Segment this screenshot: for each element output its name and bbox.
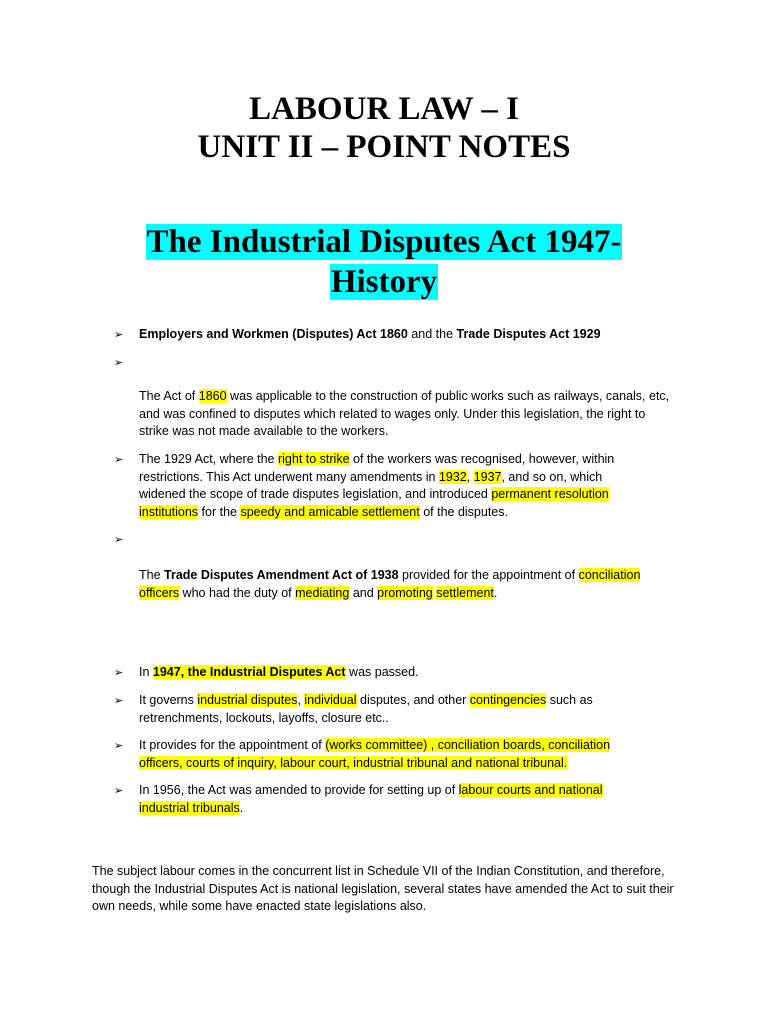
section-heading — [0, 222, 768, 302]
arrow-bullet-icon: ➢ — [114, 356, 124, 369]
list-item: ➢ The 1929 Act, where the right to strike of the workers was recognised, however, within restrictions. This Act underwent many amendments in 1932, 1937, and so on, which widened the scope of trade disputes legislation, and introduced permanent resolution institutions for the speedy and amicable settlement of the disputes. — [114, 452, 615, 519]
footer-paragraph: The subject labour comes in the concurrent list in Schedule VII of the Indian Constitution, and therefore, though the Industrial Disputes Act is national legislation, several states have amended the Act to suit their own needs, while some have enacted state legislations also. — [92, 864, 674, 913]
list-item: ➢ In 1947, the Industrial Disputes Act was passed. — [114, 664, 644, 682]
document-title: LABOUR LAW – I — [249, 91, 519, 127]
list-item: ➢ Employers and Workmen (Disputes) Act 1860 and the Trade Disputes Act 1929 — [114, 326, 644, 344]
paragraph: The Act of 1860 was applicable to the construction of public works such as railways, canals, etc, and was confined to disputes which related to wages only. Under this legislation, the right to strike was not made available to the workers. — [139, 389, 670, 438]
arrow-bullet-icon: ➢ — [114, 784, 124, 797]
arrow-bullet-icon: ➢ — [114, 453, 124, 466]
arrow-bullet-icon: ➢ — [114, 533, 124, 546]
section-heading-line1: The Industrial Disputes Act 1947- — [146, 224, 622, 260]
arrow-bullet-icon: ➢ — [114, 666, 124, 679]
section-heading-line2: History — [330, 264, 438, 300]
arrow-bullet-icon: ➢ — [114, 694, 124, 707]
paragraph: The Trade Disputes Amendment Act of 1938 provided for the appointment of conciliation officers who had the duty of mediating and promoting settlement. — [139, 568, 641, 600]
arrow-bullet-icon: ➢ — [114, 328, 124, 341]
list-item: ➢ In 1956, the Act was amended to provide for setting up of labour courts and national industrial tribunals. — [114, 783, 603, 815]
arrow-bullet-icon: ➢ — [114, 739, 124, 752]
document-subtitle: UNIT II – POINT NOTES — [197, 129, 571, 165]
list-item: ➢ It governs industrial disputes, individual disputes, and other contingencies such as retrenchments, lockouts, layoffs, closure etc.. — [114, 693, 593, 725]
list-item: ➢ It provides for the appointment of (works committee) , conciliation boards, conciliation officers, courts of inquiry, labour court, industrial tribunal and national tribunal. — [114, 738, 611, 770]
